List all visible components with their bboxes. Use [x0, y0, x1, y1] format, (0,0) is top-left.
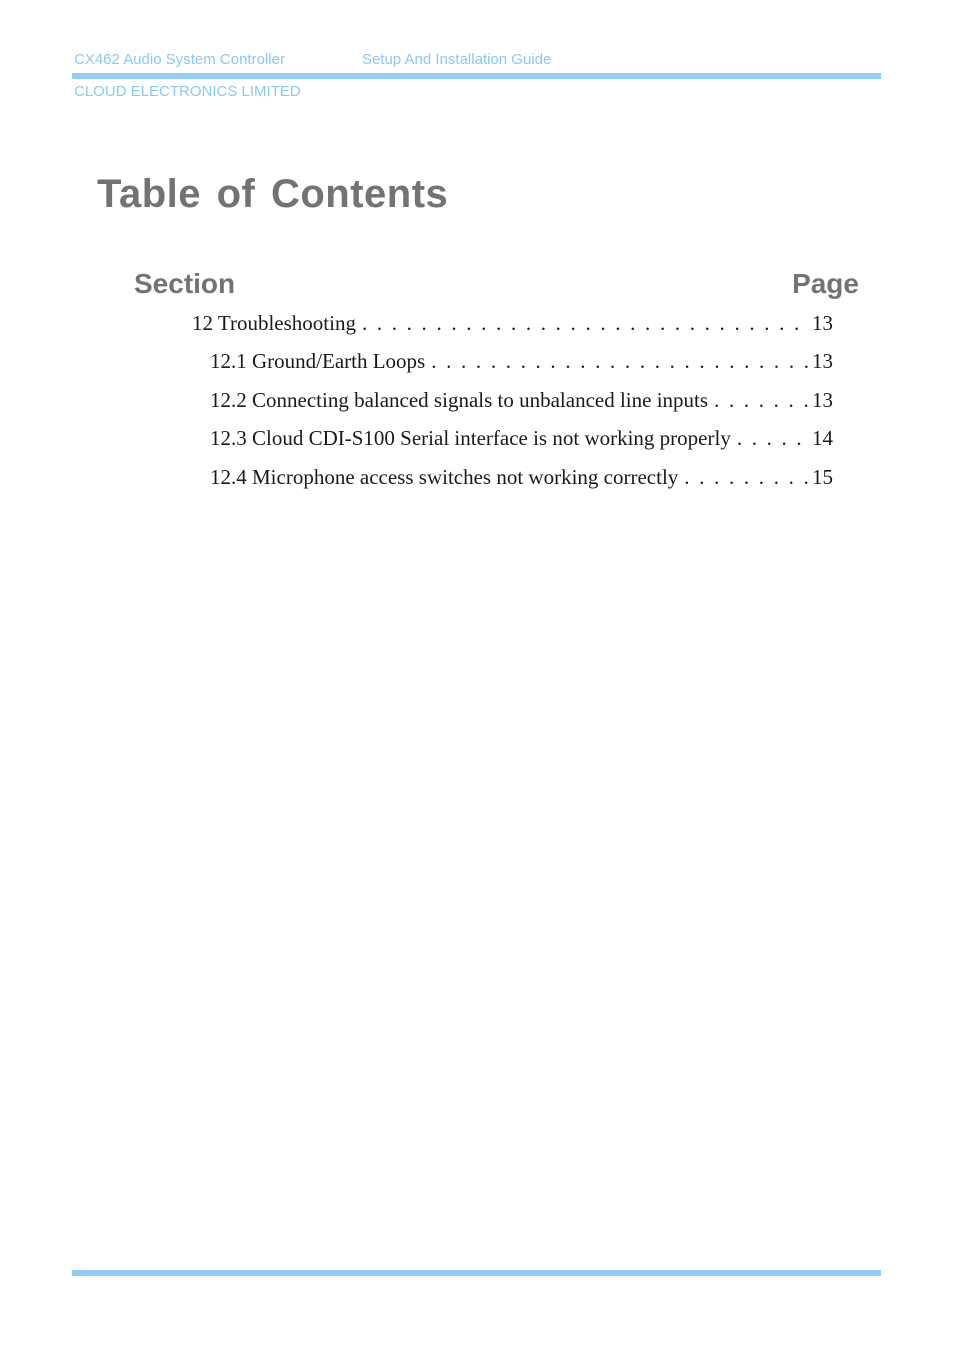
- toc-entry[interactable]: [210, 349, 833, 374]
- toc-entry-label: 12.3 Cloud CDI-S100 Serial interface is not working properly: [210, 426, 731, 450]
- toc-entry-label: 12.4 Microphone access switches not working correctly: [210, 465, 679, 489]
- header-company-name: CLOUD ELECTRONICS LIMITED: [74, 83, 301, 100]
- toc-entry[interactable]: [210, 465, 833, 490]
- toc-dot-leader: [714, 388, 810, 413]
- footer-rule: [72, 1270, 881, 1276]
- header-rule: [72, 73, 881, 79]
- toc-entry-label: 12.2 Connecting balanced signals to unbalanced line inputs: [210, 388, 709, 412]
- toc-entry[interactable]: [192, 311, 833, 336]
- toc-entry-page: 13: [812, 311, 833, 335]
- toc-entry-label: 12 Troubleshooting: [192, 311, 356, 335]
- toc-dot-leader: [431, 349, 810, 374]
- toc-entry-page: 13: [812, 349, 833, 373]
- header-guide-title: Setup And Installation Guide: [362, 51, 552, 68]
- page-title: Table of Contents: [97, 172, 449, 216]
- page-column-heading: Page: [792, 268, 859, 299]
- toc-entry-page: 13: [812, 388, 833, 412]
- header-product-name: CX462 Audio System Controller: [74, 51, 285, 68]
- toc-entry-page: 15: [812, 465, 833, 489]
- toc-entry[interactable]: [210, 388, 833, 413]
- toc-dot-leader: [684, 465, 810, 490]
- toc-dot-leader: [737, 426, 810, 451]
- toc-entry-page: 14: [812, 426, 833, 450]
- toc-dot-leader: [362, 311, 810, 336]
- section-column-heading: Section: [134, 268, 236, 299]
- toc-entry-label: 12.1 Ground/Earth Loops: [210, 349, 426, 373]
- toc-entry[interactable]: [210, 426, 833, 451]
